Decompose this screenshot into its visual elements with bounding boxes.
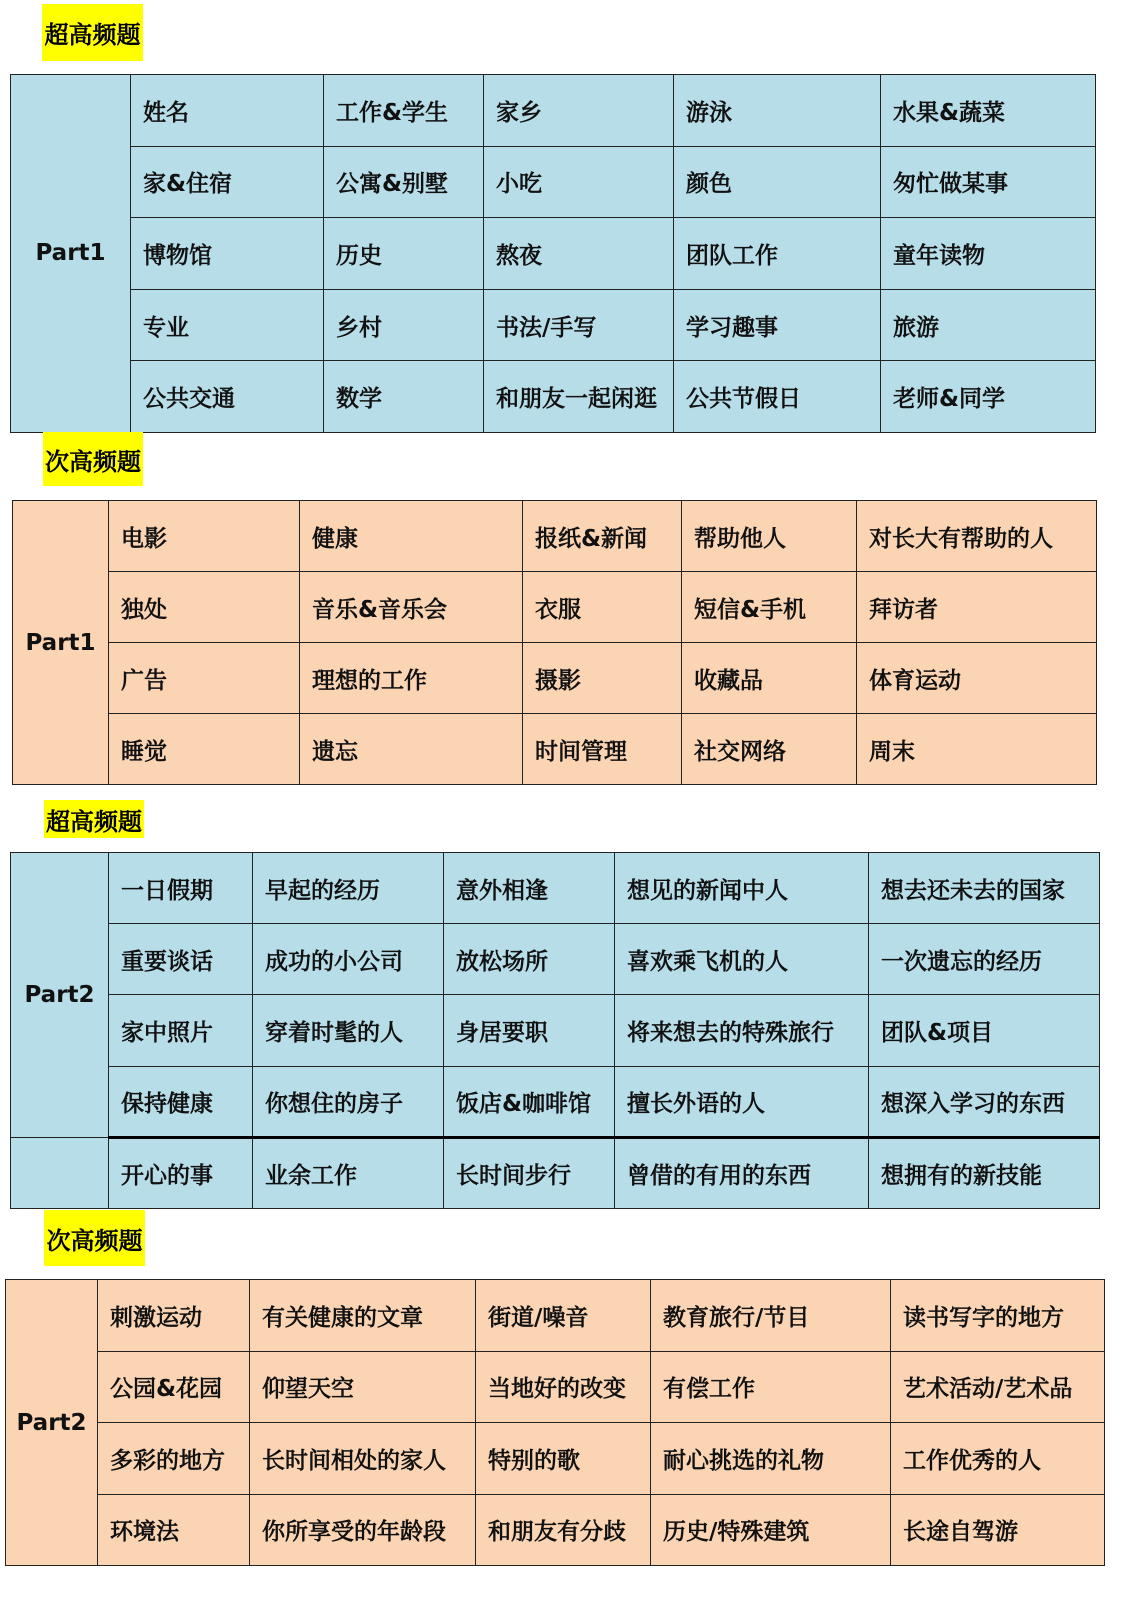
topic-cell: 有关健康的文章 [250,1280,476,1352]
topic-cell: 身居要职 [444,995,615,1066]
topic-cell: 长时间步行 [444,1137,615,1208]
topic-cell: 想见的新闻中人 [615,853,869,924]
topic-cell: 一日假期 [109,853,253,924]
topic-cell: 乡村 [324,289,484,361]
topic-cell: 喜欢乘飞机的人 [615,924,869,995]
topic-cell: 教育旅行/节目 [651,1280,891,1352]
topic-cell: 摄影 [523,643,682,714]
table-row [6,1280,1105,1352]
table-row [6,1423,1105,1495]
topic-cell: 开心的事 [109,1137,253,1208]
part-label: Part2 [6,1280,98,1566]
topic-cell: 想去还未去的国家 [869,853,1100,924]
topic-cell: 健康 [300,501,523,572]
topic-cell: 公共节假日 [674,361,881,433]
topic-table [10,74,1096,433]
table-row [13,643,1097,714]
topic-cell: 家&住宿 [131,146,324,218]
topic-cell: 对长大有帮助的人 [857,501,1097,572]
topic-cell: 睡觉 [109,714,300,785]
table-row [11,146,1096,218]
section-label: 超高频题 [44,800,144,838]
topic-cell: 将来想去的特殊旅行 [615,995,869,1066]
table-row [11,853,1100,924]
topic-cell: 艺术活动/艺术品 [891,1351,1105,1423]
topic-cell: 想拥有的新技能 [869,1137,1100,1208]
topic-cell: 早起的经历 [253,853,444,924]
topic-cell: 保持健康 [109,1066,253,1137]
topic-cell: 书法/手写 [484,289,674,361]
topic-cell: 公共交通 [131,361,324,433]
table-row [11,218,1096,290]
topic-cell: 数学 [324,361,484,433]
topic-cell: 和朋友有分歧 [476,1494,651,1566]
table-row [11,1137,1100,1208]
topic-cell: 想深入学习的东西 [869,1066,1100,1137]
topic-cell: 街道/噪音 [476,1280,651,1352]
topic-cell: 一次遗忘的经历 [869,924,1100,995]
topic-cell: 帮助他人 [682,501,857,572]
topic-cell: 成功的小公司 [253,924,444,995]
topic-cell: 业余工作 [253,1137,444,1208]
topic-cell: 衣服 [523,572,682,643]
topic-cell: 博物馆 [131,218,324,290]
topic-cell: 电影 [109,501,300,572]
topic-cell: 收藏品 [682,643,857,714]
empty-cell [11,1137,109,1208]
topic-cell: 读书写字的地方 [891,1280,1105,1352]
part-label: Part2 [11,853,109,1138]
topic-cell: 老师&同学 [881,361,1096,433]
topic-cell: 多彩的地方 [98,1423,250,1495]
topic-cell: 遗忘 [300,714,523,785]
topic-cell: 工作优秀的人 [891,1423,1105,1495]
topic-cell: 团队&项目 [869,995,1100,1066]
topic-cell: 公寓&别墅 [324,146,484,218]
table-row [11,75,1096,147]
topic-table [12,500,1097,785]
topic-cell: 放松场所 [444,924,615,995]
topic-cell: 小吃 [484,146,674,218]
topic-cell: 颜色 [674,146,881,218]
topic-table [5,1279,1105,1566]
topic-cell: 特别的歌 [476,1423,651,1495]
topic-cell: 广告 [109,643,300,714]
table-row [11,995,1100,1066]
topic-cell: 姓名 [131,75,324,147]
topic-cell: 公园&花园 [98,1351,250,1423]
topic-cell: 工作&学生 [324,75,484,147]
topic-cell: 刺激运动 [98,1280,250,1352]
section-label: 次高频题 [44,1210,145,1266]
topic-cell: 独处 [109,572,300,643]
table-row [11,361,1096,433]
part-label: Part1 [11,75,131,433]
topic-cell: 长时间相处的家人 [250,1423,476,1495]
topic-cell: 体育运动 [857,643,1097,714]
section-label: 超高频题 [42,4,143,61]
topic-cell: 旅游 [881,289,1096,361]
topic-cell: 理想的工作 [300,643,523,714]
topic-cell: 历史 [324,218,484,290]
topic-table [10,852,1100,1209]
table-row [13,572,1097,643]
topic-cell: 游泳 [674,75,881,147]
topic-cell: 长途自驾游 [891,1494,1105,1566]
topic-cell: 熬夜 [484,218,674,290]
topic-cell: 你想住的房子 [253,1066,444,1137]
topic-cell: 音乐&音乐会 [300,572,523,643]
topic-cell: 和朋友一起闲逛 [484,361,674,433]
table-row [6,1351,1105,1423]
topic-cell: 擅长外语的人 [615,1066,869,1137]
topic-cell: 你所享受的年龄段 [250,1494,476,1566]
topic-cell: 饭店&咖啡馆 [444,1066,615,1137]
table-row [11,1066,1100,1137]
topic-cell: 团队工作 [674,218,881,290]
topic-cell: 童年读物 [881,218,1096,290]
part-label: Part1 [13,501,109,785]
topic-cell: 仰望天空 [250,1351,476,1423]
topic-cell: 周末 [857,714,1097,785]
topic-cell: 耐心挑选的礼物 [651,1423,891,1495]
table-row [11,924,1100,995]
section-label: 次高频题 [43,432,143,486]
topic-cell: 曾借的有用的东西 [615,1137,869,1208]
topic-cell: 意外相逢 [444,853,615,924]
topic-cell: 专业 [131,289,324,361]
table-row [13,501,1097,572]
topic-cell: 环境法 [98,1494,250,1566]
topic-cell: 学习趣事 [674,289,881,361]
topic-cell: 匆忙做某事 [881,146,1096,218]
topic-cell: 穿着时髦的人 [253,995,444,1066]
topic-cell: 当地好的改变 [476,1351,651,1423]
topic-cell: 社交网络 [682,714,857,785]
table-row [11,289,1096,361]
topic-cell: 拜访者 [857,572,1097,643]
topic-cell: 有偿工作 [651,1351,891,1423]
table-row [13,714,1097,785]
topic-cell: 家中照片 [109,995,253,1066]
table-row [6,1494,1105,1566]
topic-cell: 短信&手机 [682,572,857,643]
topic-cell: 时间管理 [523,714,682,785]
topic-cell: 历史/特殊建筑 [651,1494,891,1566]
topic-cell: 家乡 [484,75,674,147]
topic-cell: 水果&蔬菜 [881,75,1096,147]
topic-cell: 报纸&新闻 [523,501,682,572]
topic-cell: 重要谈话 [109,924,253,995]
